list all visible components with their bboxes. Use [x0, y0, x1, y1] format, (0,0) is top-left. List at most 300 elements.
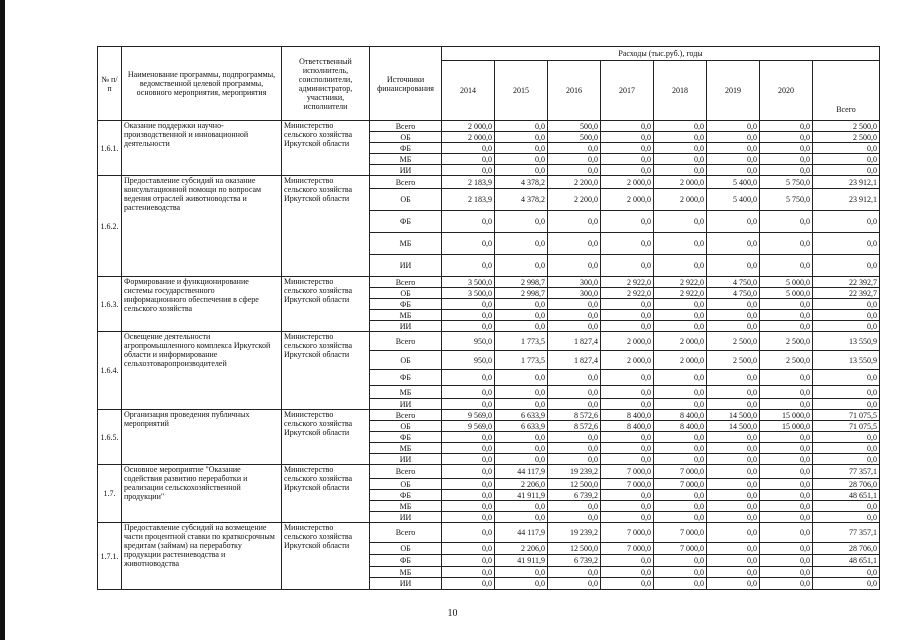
funding-source: ИИ [370, 454, 442, 465]
amount-cell: 2 000,0 [601, 351, 654, 370]
amount-total: 0,0 [813, 255, 880, 277]
amount-cell: 0,0 [495, 299, 548, 310]
amount-cell: 4 378,2 [495, 189, 548, 211]
amount-cell: 0,0 [442, 523, 495, 543]
amount-cell: 0,0 [548, 454, 601, 465]
amount-total: 0,0 [813, 310, 880, 321]
amount-cell: 0,0 [760, 321, 813, 332]
responsible-executor: Министерство сельского хозяйства Иркутской области [282, 332, 370, 410]
amount-cell: 0,0 [601, 233, 654, 255]
amount-cell: 0,0 [495, 370, 548, 386]
table-body [98, 121, 880, 590]
amount-cell: 7 000,0 [654, 465, 707, 479]
amount-cell: 0,0 [654, 399, 707, 410]
funding-source: МБ [370, 443, 442, 454]
funding-source: ОБ [370, 351, 442, 370]
header-year: 2016 [548, 61, 601, 121]
amount-cell: 2 000,0 [601, 176, 654, 189]
amount-cell: 2 000,0 [442, 132, 495, 143]
amount-cell: 2 922,0 [601, 288, 654, 299]
amount-cell: 0,0 [707, 386, 760, 399]
activity-name: Освещение деятельности агропромышленного комплекса Иркутской области и информирование сельхозтоваропроизводителей [122, 332, 282, 410]
amount-cell: 0,0 [654, 370, 707, 386]
amount-cell: 0,0 [442, 370, 495, 386]
table-row [98, 523, 880, 543]
table-row [98, 465, 880, 479]
amount-total: 0,0 [813, 370, 880, 386]
amount-cell: 500,0 [548, 132, 601, 143]
amount-cell: 0,0 [601, 555, 654, 567]
amount-cell: 0,0 [654, 165, 707, 176]
amount-total: 0,0 [813, 299, 880, 310]
amount-total: 28 706,0 [813, 543, 880, 555]
responsible-executor: Министерство сельского хозяйства Иркутской области [282, 410, 370, 465]
header-name: Наименование программы, подпрограммы, ведомственной целевой программы, основного мероприятия, мероприятия [122, 47, 282, 121]
amount-cell: 0,0 [601, 432, 654, 443]
row-number: 1.6.5. [98, 410, 122, 465]
amount-cell: 0,0 [442, 465, 495, 479]
responsible-executor: Министерство сельского хозяйства Иркутской области [282, 277, 370, 332]
amount-total: 0,0 [813, 143, 880, 154]
funding-source: ФБ [370, 490, 442, 501]
amount-cell: 0,0 [760, 454, 813, 465]
amount-cell: 0,0 [707, 512, 760, 523]
amount-cell: 0,0 [442, 512, 495, 523]
funding-source: ИИ [370, 512, 442, 523]
funding-source: ИИ [370, 578, 442, 590]
amount-cell: 15 000,0 [760, 410, 813, 421]
amount-total: 48 651,1 [813, 555, 880, 567]
amount-cell: 8 572,6 [548, 421, 601, 432]
amount-cell: 0,0 [442, 454, 495, 465]
funding-source: МБ [370, 310, 442, 321]
amount-cell: 0,0 [654, 255, 707, 277]
amount-cell: 0,0 [760, 255, 813, 277]
header-year: 2014 [442, 61, 495, 121]
amount-cell: 0,0 [442, 479, 495, 490]
amount-cell: 1 827,4 [548, 351, 601, 370]
funding-source: ОБ [370, 189, 442, 211]
amount-cell: 300,0 [548, 277, 601, 288]
funding-source: ФБ [370, 555, 442, 567]
amount-cell: 0,0 [654, 501, 707, 512]
amount-cell: 0,0 [442, 567, 495, 578]
amount-cell: 0,0 [601, 399, 654, 410]
amount-total: 0,0 [813, 386, 880, 399]
amount-cell: 8 400,0 [601, 410, 654, 421]
amount-cell: 0,0 [548, 512, 601, 523]
amount-cell: 2 183,9 [442, 189, 495, 211]
amount-cell: 8 400,0 [654, 410, 707, 421]
amount-cell: 0,0 [654, 299, 707, 310]
funding-source: ФБ [370, 299, 442, 310]
funding-source: ОБ [370, 288, 442, 299]
amount-cell: 0,0 [760, 512, 813, 523]
amount-cell: 2 000,0 [654, 176, 707, 189]
amount-cell: 0,0 [707, 132, 760, 143]
document-sheet [97, 46, 879, 590]
amount-total: 0,0 [813, 321, 880, 332]
amount-cell: 0,0 [548, 370, 601, 386]
amount-cell: 0,0 [601, 310, 654, 321]
amount-total: 71 075,5 [813, 410, 880, 421]
amount-cell: 0,0 [707, 479, 760, 490]
row-number: 1.6.4. [98, 332, 122, 410]
amount-cell: 0,0 [495, 154, 548, 165]
amount-cell: 0,0 [760, 501, 813, 512]
amount-cell: 500,0 [548, 121, 601, 132]
amount-cell: 0,0 [495, 578, 548, 590]
amount-cell: 0,0 [760, 479, 813, 490]
amount-cell: 8 400,0 [654, 421, 707, 432]
amount-cell: 2 200,0 [548, 189, 601, 211]
amount-cell: 6 739,2 [548, 555, 601, 567]
amount-cell: 5 000,0 [760, 288, 813, 299]
amount-cell: 0,0 [442, 399, 495, 410]
amount-cell: 7 000,0 [601, 479, 654, 490]
responsible-executor: Министерство сельского хозяйства Иркутской области [282, 121, 370, 176]
funding-source: Всего [370, 410, 442, 421]
amount-cell: 0,0 [760, 386, 813, 399]
amount-total: 23 912,1 [813, 189, 880, 211]
amount-cell: 0,0 [654, 233, 707, 255]
funding-source: Всего [370, 465, 442, 479]
amount-cell: 14 500,0 [707, 421, 760, 432]
amount-cell: 0,0 [760, 578, 813, 590]
amount-cell: 1 827,4 [548, 332, 601, 351]
amount-cell: 0,0 [654, 154, 707, 165]
amount-cell: 5 750,0 [760, 176, 813, 189]
activity-name: Основное мероприятие "Оказание содействия развитию переработки и реализации сельскохозяйственной продукции" [122, 465, 282, 523]
amount-cell: 0,0 [601, 211, 654, 233]
amount-cell: 300,0 [548, 288, 601, 299]
amount-cell: 0,0 [442, 578, 495, 590]
amount-cell: 0,0 [601, 255, 654, 277]
amount-cell: 0,0 [601, 386, 654, 399]
amount-cell: 0,0 [707, 143, 760, 154]
amount-cell: 0,0 [548, 321, 601, 332]
funding-source: ИИ [370, 255, 442, 277]
funding-source: ОБ [370, 543, 442, 555]
amount-cell: 0,0 [442, 310, 495, 321]
activity-name: Формирование и функционирование системы государственного информационного обеспечения в сфере сельского хозяйства [122, 277, 282, 332]
amount-cell: 0,0 [495, 255, 548, 277]
header-year: 2017 [601, 61, 654, 121]
amount-cell: 950,0 [442, 351, 495, 370]
amount-cell: 0,0 [760, 555, 813, 567]
amount-cell: 0,0 [707, 501, 760, 512]
amount-cell: 2 206,0 [495, 479, 548, 490]
amount-cell: 0,0 [442, 555, 495, 567]
amount-cell: 2 000,0 [601, 332, 654, 351]
funding-source: ОБ [370, 421, 442, 432]
amount-total: 22 392,7 [813, 277, 880, 288]
row-number: 1.6.3. [98, 277, 122, 332]
amount-cell: 0,0 [548, 154, 601, 165]
amount-cell: 0,0 [442, 490, 495, 501]
amount-cell: 0,0 [495, 310, 548, 321]
amount-cell: 0,0 [548, 567, 601, 578]
scan-edge [0, 0, 5, 640]
amount-cell: 0,0 [495, 432, 548, 443]
table-row [98, 332, 880, 351]
amount-cell: 0,0 [760, 121, 813, 132]
amount-total: 0,0 [813, 443, 880, 454]
amount-cell: 0,0 [442, 543, 495, 555]
amount-cell: 0,0 [654, 555, 707, 567]
table-row [98, 121, 880, 132]
funding-source: МБ [370, 154, 442, 165]
amount-cell: 0,0 [495, 211, 548, 233]
amount-cell: 0,0 [548, 399, 601, 410]
row-number: 1.7.1. [98, 523, 122, 590]
amount-cell: 0,0 [548, 143, 601, 154]
amount-cell: 0,0 [495, 399, 548, 410]
amount-cell: 0,0 [601, 370, 654, 386]
amount-cell: 2 998,7 [495, 277, 548, 288]
amount-cell: 0,0 [654, 211, 707, 233]
amount-cell: 0,0 [601, 443, 654, 454]
amount-cell: 8 572,6 [548, 410, 601, 421]
amount-cell: 0,0 [760, 165, 813, 176]
amount-cell: 2 998,7 [495, 288, 548, 299]
responsible-executor: Министерство сельского хозяйства Иркутской области [282, 523, 370, 590]
amount-cell: 0,0 [548, 233, 601, 255]
amount-cell: 0,0 [442, 233, 495, 255]
row-number: 1.6.1. [98, 121, 122, 176]
amount-cell: 0,0 [495, 567, 548, 578]
header-expenses: Расходы (тыс.руб.), годы [442, 47, 880, 61]
amount-cell: 41 911,9 [495, 490, 548, 501]
funding-source: МБ [370, 567, 442, 578]
amount-cell: 0,0 [760, 399, 813, 410]
funding-source: МБ [370, 386, 442, 399]
amount-total: 48 651,1 [813, 490, 880, 501]
page-number: 10 [447, 608, 458, 619]
amount-cell: 0,0 [442, 321, 495, 332]
amount-cell: 2 183,9 [442, 176, 495, 189]
amount-cell: 5 750,0 [760, 189, 813, 211]
amount-cell: 0,0 [548, 299, 601, 310]
amount-cell: 0,0 [760, 432, 813, 443]
activity-name: Предоставление субсидий на возмещение части процентной ставки по краткосрочным кредитам (займам) на переработку продукции растениеводства и животноводства [122, 523, 282, 590]
amount-cell: 2 500,0 [760, 332, 813, 351]
funding-source: ОБ [370, 479, 442, 490]
amount-cell: 0,0 [495, 121, 548, 132]
amount-total: 22 392,7 [813, 288, 880, 299]
amount-cell: 0,0 [601, 132, 654, 143]
amount-total: 13 550,9 [813, 351, 880, 370]
amount-cell: 9 569,0 [442, 410, 495, 421]
funding-source: ОБ [370, 132, 442, 143]
amount-cell: 0,0 [707, 578, 760, 590]
amount-cell: 0,0 [707, 321, 760, 332]
amount-cell: 2 200,0 [548, 176, 601, 189]
amount-cell: 0,0 [707, 154, 760, 165]
amount-total: 77 357,1 [813, 465, 880, 479]
amount-cell: 0,0 [707, 555, 760, 567]
amount-cell: 0,0 [442, 165, 495, 176]
amount-cell: 0,0 [654, 121, 707, 132]
header-year-total: Всего [813, 61, 880, 121]
amount-cell: 0,0 [654, 132, 707, 143]
amount-cell: 0,0 [548, 255, 601, 277]
amount-cell: 0,0 [654, 454, 707, 465]
funding-source: ИИ [370, 399, 442, 410]
activity-name: Предоставление субсидий на оказание консультационной помощи по вопросам ведения отраслей животноводства и растениеводства [122, 176, 282, 277]
amount-cell: 0,0 [548, 578, 601, 590]
amount-cell: 0,0 [495, 143, 548, 154]
funding-source: МБ [370, 501, 442, 512]
amount-cell: 0,0 [654, 386, 707, 399]
amount-cell: 0,0 [760, 543, 813, 555]
amount-cell: 1 773,5 [495, 332, 548, 351]
amount-cell: 0,0 [495, 501, 548, 512]
amount-cell: 0,0 [654, 490, 707, 501]
amount-cell: 0,0 [548, 443, 601, 454]
amount-cell: 19 239,2 [548, 465, 601, 479]
amount-total: 0,0 [813, 233, 880, 255]
amount-cell: 0,0 [601, 512, 654, 523]
amount-total: 0,0 [813, 432, 880, 443]
amount-cell: 2 500,0 [707, 332, 760, 351]
amount-cell: 0,0 [707, 299, 760, 310]
amount-cell: 3 500,0 [442, 277, 495, 288]
amount-cell: 41 911,9 [495, 555, 548, 567]
amount-total: 0,0 [813, 454, 880, 465]
amount-cell: 6 633,9 [495, 421, 548, 432]
amount-cell: 0,0 [654, 432, 707, 443]
amount-cell: 0,0 [707, 211, 760, 233]
amount-cell: 0,0 [548, 386, 601, 399]
amount-cell: 0,0 [495, 443, 548, 454]
amount-cell: 7 000,0 [601, 523, 654, 543]
amount-cell: 0,0 [495, 132, 548, 143]
amount-cell: 0,0 [442, 211, 495, 233]
amount-cell: 2 500,0 [707, 351, 760, 370]
funding-source: ФБ [370, 370, 442, 386]
row-number: 1.6.2. [98, 176, 122, 277]
amount-cell: 0,0 [601, 578, 654, 590]
table-header [98, 47, 880, 121]
amount-cell: 0,0 [760, 443, 813, 454]
amount-cell: 0,0 [707, 370, 760, 386]
amount-cell: 0,0 [707, 310, 760, 321]
amount-cell: 4 750,0 [707, 277, 760, 288]
amount-cell: 0,0 [442, 255, 495, 277]
amount-cell: 0,0 [548, 211, 601, 233]
amount-total: 0,0 [813, 399, 880, 410]
amount-cell: 0,0 [707, 543, 760, 555]
amount-cell: 2 000,0 [601, 189, 654, 211]
amount-cell: 0,0 [601, 454, 654, 465]
amount-cell: 0,0 [495, 512, 548, 523]
amount-cell: 0,0 [760, 490, 813, 501]
amount-cell: 0,0 [707, 233, 760, 255]
amount-cell: 7 000,0 [654, 523, 707, 543]
amount-cell: 0,0 [654, 443, 707, 454]
amount-cell: 12 500,0 [548, 543, 601, 555]
amount-cell: 0,0 [760, 154, 813, 165]
funding-source: Всего [370, 277, 442, 288]
amount-cell: 2 000,0 [654, 351, 707, 370]
amount-cell: 0,0 [707, 399, 760, 410]
responsible-executor: Министерство сельского хозяйства Иркутской области [282, 176, 370, 277]
amount-cell: 15 000,0 [760, 421, 813, 432]
table-row [98, 176, 880, 189]
amount-cell: 0,0 [548, 310, 601, 321]
funding-source: Всего [370, 332, 442, 351]
amount-cell: 0,0 [654, 143, 707, 154]
amount-cell: 7 000,0 [654, 543, 707, 555]
amount-cell: 2 922,0 [654, 288, 707, 299]
amount-total: 0,0 [813, 512, 880, 523]
amount-cell: 0,0 [601, 165, 654, 176]
header-year: 2018 [654, 61, 707, 121]
header-year: 2020 [760, 61, 813, 121]
amount-cell: 5 400,0 [707, 189, 760, 211]
funding-source: ФБ [370, 432, 442, 443]
table-row [98, 410, 880, 421]
amount-cell: 4 378,2 [495, 176, 548, 189]
amount-total: 28 706,0 [813, 479, 880, 490]
amount-total: 2 500,0 [813, 132, 880, 143]
amount-cell: 7 000,0 [654, 479, 707, 490]
amount-cell: 0,0 [601, 154, 654, 165]
amount-cell: 0,0 [442, 299, 495, 310]
amount-cell: 2 922,0 [601, 277, 654, 288]
amount-total: 0,0 [813, 567, 880, 578]
row-number: 1.7. [98, 465, 122, 523]
amount-cell: 0,0 [707, 490, 760, 501]
amount-cell: 0,0 [601, 490, 654, 501]
amount-cell: 9 569,0 [442, 421, 495, 432]
responsible-executor: Министерство сельского хозяйства Иркутской области [282, 465, 370, 523]
amount-cell: 950,0 [442, 332, 495, 351]
amount-cell: 0,0 [760, 132, 813, 143]
amount-cell: 0,0 [495, 386, 548, 399]
funding-source: МБ [370, 233, 442, 255]
funding-source: Всего [370, 121, 442, 132]
amount-cell: 0,0 [654, 321, 707, 332]
amount-cell: 0,0 [601, 143, 654, 154]
amount-cell: 2 922,0 [654, 277, 707, 288]
amount-cell: 5 000,0 [760, 277, 813, 288]
amount-cell: 0,0 [601, 121, 654, 132]
amount-cell: 0,0 [548, 432, 601, 443]
amount-cell: 0,0 [707, 567, 760, 578]
amount-cell: 0,0 [707, 432, 760, 443]
amount-cell: 5 400,0 [707, 176, 760, 189]
funding-source: ФБ [370, 211, 442, 233]
budget-table [97, 46, 880, 590]
amount-cell: 0,0 [707, 255, 760, 277]
activity-name: Оказание поддержки научно-производственной и инновационной деятельности [122, 121, 282, 176]
amount-cell: 1 773,5 [495, 351, 548, 370]
amount-cell: 0,0 [760, 310, 813, 321]
amount-cell: 44 117,9 [495, 523, 548, 543]
amount-cell: 0,0 [495, 321, 548, 332]
amount-cell: 0,0 [442, 432, 495, 443]
amount-cell: 3 500,0 [442, 288, 495, 299]
amount-cell: 44 117,9 [495, 465, 548, 479]
amount-cell: 2 500,0 [760, 351, 813, 370]
amount-cell: 0,0 [760, 233, 813, 255]
amount-total: 77 357,1 [813, 523, 880, 543]
amount-cell: 0,0 [601, 567, 654, 578]
amount-cell: 0,0 [707, 121, 760, 132]
amount-cell: 2 206,0 [495, 543, 548, 555]
